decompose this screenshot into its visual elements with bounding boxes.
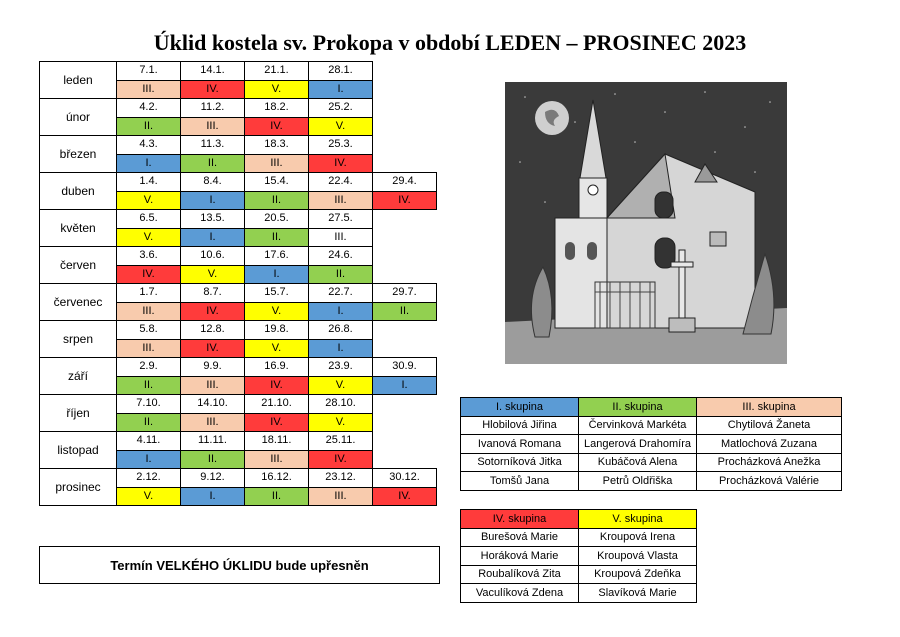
month-label: červenec [40,284,117,321]
group-cell: IV. [309,154,373,173]
group-cell: IV. [245,413,309,432]
group-cell: V. [309,413,373,432]
notice-box [39,546,440,584]
member-name: Chytilová Žaneta [697,416,842,435]
date-cell: 29.4. [373,173,437,192]
month-label: říjen [40,395,117,432]
group-cell: III. [309,228,373,247]
date-cell: 16.9. [245,358,309,377]
schedule-date-row [40,210,437,229]
group-cell: III. [309,191,373,210]
schedule-date-row [40,469,437,488]
group-cell: V. [245,302,309,321]
group-cell: II. [245,228,309,247]
date-cell: 27.5. [309,210,373,229]
group-cell: V. [309,117,373,136]
group-cell: V. [309,376,373,395]
schedule-table [39,61,437,506]
date-cell: 18.3. [245,136,309,155]
schedule-date-row [40,432,437,451]
date-cell: 7.10. [117,395,181,414]
member-name: Procházková Valérie [697,472,842,491]
date-cell: 18.11. [245,432,309,451]
group-cell: II. [373,302,437,321]
group-cell: I. [309,339,373,358]
date-cell: 5.8. [117,321,181,340]
notice-text: Termín VELKÉHO ÚKLIDU bude upřesněn [110,557,369,573]
date-cell: 22.4. [309,173,373,192]
member-row [461,472,842,491]
group-cell: IV. [373,487,437,506]
group-cell: I. [181,487,245,506]
schedule-date-row [40,247,437,266]
group-header: III. skupina [697,398,842,417]
member-row [461,565,697,584]
date-cell: 29.7. [373,284,437,303]
group-cell: III. [245,450,309,469]
group-header: IV. skupina [461,510,579,529]
member-name: Matlochová Zuzana [697,435,842,454]
group-cell: I. [117,154,181,173]
member-name: Sotorníková Jitka [461,453,579,472]
member-row [461,435,842,454]
group-cell: III. [245,154,309,173]
member-name: Langerová Drahomíra [579,435,697,454]
schedule-date-row [40,358,437,377]
group-cell: V. [245,339,309,358]
date-cell: 19.8. [245,321,309,340]
group-cell: II. [245,191,309,210]
member-row [461,453,842,472]
date-cell: 9.12. [181,469,245,488]
member-name: Burešová Marie [461,528,579,547]
group-cell: III. [117,339,181,358]
date-cell: 12.8. [181,321,245,340]
group-cell: II. [181,450,245,469]
page-title: Úklid kostela sv. Prokopa v období LEDEN – PROSINEC 2023 [153,30,747,55]
schedule-date-row [40,321,437,340]
schedule-date-row [40,395,437,414]
date-cell: 21.1. [245,62,309,81]
member-name: Procházková Anežka [697,453,842,472]
member-name: Petrů Oldřiška [579,472,697,491]
group-cell: IV. [181,339,245,358]
group-cell: IV. [181,80,245,99]
date-cell: 9.9. [181,358,245,377]
group-cell: IV. [373,191,437,210]
group-cell: II. [309,265,373,284]
date-cell: 25.2. [309,99,373,118]
group-cell: V. [117,487,181,506]
church-drawing-icon [505,82,787,364]
group-header: I. skupina [461,398,579,417]
month-label: únor [40,99,117,136]
group-header: II. skupina [579,398,697,417]
date-cell: 15.4. [245,173,309,192]
date-cell: 3.6. [117,247,181,266]
date-cell: 25.3. [309,136,373,155]
member-row [461,528,697,547]
date-cell: 2.12. [117,469,181,488]
member-name: Kroupová Vlasta [579,547,697,566]
member-name: Hlobilová Jiřina [461,416,579,435]
date-cell: 21.10. [245,395,309,414]
date-cell: 4.3. [117,136,181,155]
group-cell: I. [373,376,437,395]
date-cell: 15.7. [245,284,309,303]
schedule-date-row [40,99,437,118]
month-label: listopad [40,432,117,469]
group-cell: IV. [245,376,309,395]
date-cell: 13.5. [181,210,245,229]
month-label: červen [40,247,117,284]
date-cell: 11.11. [181,432,245,451]
group-cell: I. [117,450,181,469]
group-cell: I. [181,228,245,247]
schedule-date-row [40,62,437,81]
date-cell: 16.12. [245,469,309,488]
member-name: Červinková Markéta [579,416,697,435]
schedule-date-row [40,136,437,155]
groups-table-bottom [460,509,697,603]
member-name: Tomšů Jana [461,472,579,491]
date-cell: 4.2. [117,99,181,118]
date-cell: 26.8. [309,321,373,340]
date-cell: 8.7. [181,284,245,303]
groups-table-top [460,397,842,491]
date-cell: 14.10. [181,395,245,414]
group-cell: V. [117,228,181,247]
member-name: Slavíková Marie [579,584,697,603]
group-cell: I. [245,265,309,284]
member-row [461,547,697,566]
group-cell: I. [309,80,373,99]
group-cell: II. [117,376,181,395]
date-cell: 24.6. [309,247,373,266]
date-cell: 23.12. [309,469,373,488]
date-cell: 23.9. [309,358,373,377]
month-label: duben [40,173,117,210]
date-cell: 1.7. [117,284,181,303]
schedule-date-row [40,173,437,192]
date-cell: 18.2. [245,99,309,118]
member-name: Kroupová Irena [579,528,697,547]
group-cell: IV. [181,302,245,321]
group-cell: V. [245,80,309,99]
group-cell: I. [181,191,245,210]
month-label: leden [40,62,117,99]
month-label: prosinec [40,469,117,506]
date-cell: 22.7. [309,284,373,303]
member-name: Horáková Marie [461,547,579,566]
group-cell: II. [117,117,181,136]
member-name: Kroupová Zdeňka [579,565,697,584]
member-row [461,416,842,435]
member-row [461,584,697,603]
group-cell: III. [117,80,181,99]
group-cell: III. [181,117,245,136]
date-cell: 30.12. [373,469,437,488]
member-name: Kubáčová Alena [579,453,697,472]
member-name: Vaculíková Zdena [461,584,579,603]
group-cell: III. [117,302,181,321]
date-cell: 28.1. [309,62,373,81]
group-header: V. skupina [579,510,697,529]
date-cell: 7.1. [117,62,181,81]
month-label: březen [40,136,117,173]
date-cell: 8.4. [181,173,245,192]
date-cell: 17.6. [245,247,309,266]
month-label: srpen [40,321,117,358]
group-cell: III. [181,413,245,432]
date-cell: 4.11. [117,432,181,451]
date-cell: 14.1. [181,62,245,81]
date-cell: 2.9. [117,358,181,377]
group-cell: II. [181,154,245,173]
date-cell: 11.3. [181,136,245,155]
group-cell: V. [181,265,245,284]
group-cell: IV. [117,265,181,284]
member-name: Roubalíková Zita [461,565,579,584]
month-label: září [40,358,117,395]
group-cell: V. [117,191,181,210]
group-cell: IV. [245,117,309,136]
group-cell: I. [309,302,373,321]
schedule-date-row [40,284,437,303]
month-label: květen [40,210,117,247]
date-cell: 11.2. [181,99,245,118]
group-cell: II. [245,487,309,506]
date-cell: 6.5. [117,210,181,229]
date-cell: 28.10. [309,395,373,414]
group-cell: III. [181,376,245,395]
group-cell: II. [117,413,181,432]
date-cell: 30.9. [373,358,437,377]
group-cell: IV. [309,450,373,469]
date-cell: 1.4. [117,173,181,192]
member-name: Ivanová Romana [461,435,579,454]
date-cell: 10.6. [181,247,245,266]
date-cell: 25.11. [309,432,373,451]
date-cell: 20.5. [245,210,309,229]
group-cell: III. [309,487,373,506]
